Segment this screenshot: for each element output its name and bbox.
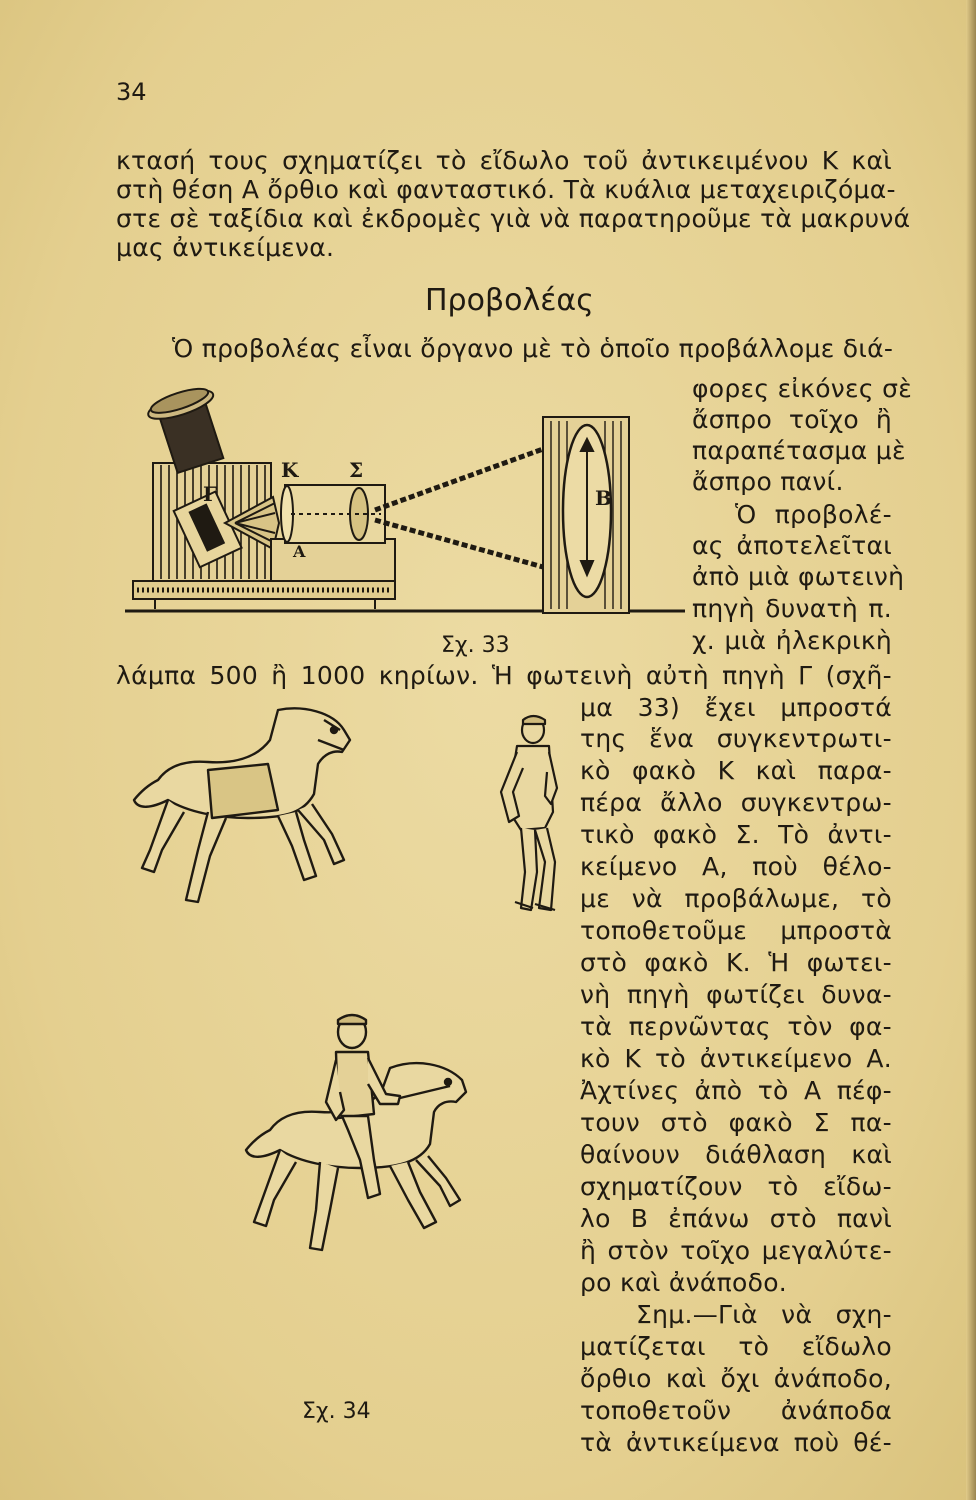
text-line: στὸ φακὸ Κ. Ἡ φωτει- bbox=[580, 948, 892, 977]
figure-34-caption: Σχ. 34 bbox=[302, 1399, 371, 1424]
text-line: θαίνουν διάθλαση καὶ bbox=[580, 1140, 892, 1169]
text-line: στε σὲ ταξίδια καὶ ἐκδρομὲς γιὰ νὰ παρατηροῦμε τὰ μακρυνά bbox=[116, 204, 911, 233]
horse-rider-image bbox=[240, 1010, 472, 1256]
text-line: τικὸ φακὸ Σ. Τὸ ἀντι- bbox=[580, 820, 892, 849]
text-line: ἀπὸ μιὰ φωτεινὴ bbox=[692, 562, 905, 591]
text-line: σχηματίζουν τὸ εἴδω- bbox=[580, 1172, 892, 1201]
text-line: κείμενο Α, ποὺ θέλο- bbox=[580, 852, 892, 881]
text-line: ρο καὶ ἀνάποδο. bbox=[580, 1268, 788, 1297]
text-line: Σημ.—Γιὰ νὰ σχη- bbox=[636, 1300, 892, 1329]
text-line: νὴ πηγὴ φωτίζει δυνα- bbox=[580, 980, 892, 1009]
text-line: ἄσπρο τοῖχο ἢ bbox=[692, 405, 892, 434]
projector-diagram bbox=[125, 385, 690, 635]
text-line: Ὁ προβολέ- bbox=[735, 500, 892, 529]
text-line: κὸ φακὸ Κ καὶ παρα- bbox=[580, 756, 892, 785]
text-line: μα 33) ἔχει μπροστά bbox=[580, 693, 892, 722]
text-line: τὰ ἀντικείμενα ποὺ θέ- bbox=[580, 1428, 892, 1457]
text-line: της ἕνα συγκεντρωτι- bbox=[580, 724, 892, 753]
text-line: Ἀχτίνες ἀπὸ τὸ Α πέφ- bbox=[580, 1076, 892, 1105]
text-line: τοποθετοῦν ἀνάποδα bbox=[580, 1396, 892, 1425]
text-line: κὸ Κ τὸ ἀντικείμενο Α. bbox=[580, 1044, 892, 1073]
label-lens-k: Κ bbox=[281, 458, 299, 482]
text-line: με νὰ προβάλωμε, τὸ bbox=[580, 884, 892, 913]
text-line: πέρα ἄλλο συγκεντρω- bbox=[580, 788, 892, 817]
man-image bbox=[495, 712, 560, 917]
figure-33-caption: Σχ. 33 bbox=[441, 633, 510, 658]
text-line: χ. μιὰ ἠλεκρικὴ bbox=[692, 626, 892, 655]
text-line: λάμπα 500 ἢ 1000 κηρίων. Ἡ φωτεινὴ αὐτὴ πηγὴ Γ (σχῆ- bbox=[116, 661, 892, 690]
text-line: ἢ στὸν τοῖχο μεγαλύτε- bbox=[580, 1236, 892, 1265]
text-line: Ὁ προβολέας εἶναι ὄργανο μὲ τὸ ὁποῖο προβάλλομε διά- bbox=[172, 334, 894, 363]
text-line: ματίζεται τὸ εἴδωλο bbox=[580, 1332, 892, 1361]
page-number: 34 bbox=[116, 78, 147, 106]
section-title: Προβολέας bbox=[425, 283, 594, 318]
text-line: στὴ θέση Α ὄρθιο καὶ φανταστικό. Τὰ κυάλια μεταχειριζόμα- bbox=[116, 175, 896, 204]
text-line: παραπέτασμα μὲ bbox=[692, 436, 906, 465]
text-line: φορες εἰκόνες σὲ bbox=[692, 374, 913, 403]
text-line: τοποθετοῦμε μπροστὰ bbox=[580, 916, 892, 945]
label-object: Α bbox=[293, 542, 306, 561]
text-line: ὄρθιο καὶ ὄχι ἀνάποδο, bbox=[580, 1364, 892, 1393]
text-line: λο Β ἐπάνω στὸ πανὶ bbox=[580, 1204, 892, 1233]
text-line: ἄσπρο πανί. bbox=[692, 467, 844, 496]
label-lens-s: Σ bbox=[349, 458, 364, 482]
page-edge bbox=[966, 0, 976, 1500]
text-line: ας ἀποτελεῖται bbox=[692, 531, 892, 560]
text-line: τουν στὸ φακὸ Σ πα- bbox=[580, 1108, 892, 1137]
text-line: μας ἀντικείμενα. bbox=[116, 233, 335, 262]
text-line: κτασή τους σχηματίζει τὸ εἴδωλο τοῦ ἀντικειμένου Κ καὶ bbox=[116, 146, 892, 175]
horse-image bbox=[128, 700, 358, 910]
label-lamp: Γ bbox=[203, 482, 218, 506]
text-line: πηγὴ δυνατὴ π. bbox=[692, 594, 892, 623]
text-line: τὰ περνῶντας τὸν φα- bbox=[580, 1012, 892, 1041]
label-image: Β bbox=[595, 486, 612, 510]
